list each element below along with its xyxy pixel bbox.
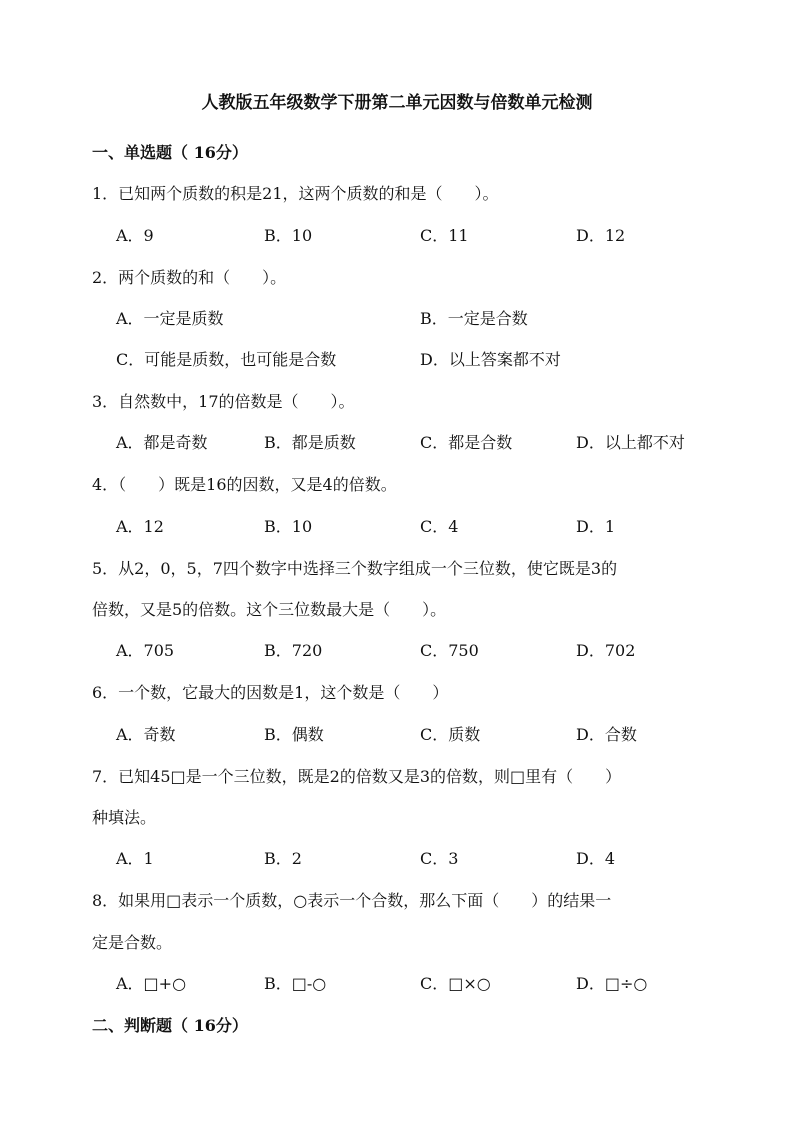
question-4-option-d[interactable]: D．1 — [576, 517, 616, 536]
question-7-option-c[interactable]: C．3 — [420, 849, 459, 868]
question-6-option-c[interactable]: C．质数 — [420, 725, 481, 744]
question-7-text-line-2: 种填法。 — [92, 808, 157, 827]
question-8-option-c[interactable]: C．□×○ — [420, 974, 491, 993]
question-8-option-d[interactable]: D．□÷○ — [576, 974, 648, 993]
question-5-text-line-2: 倍数，又是5的倍数。这个三位数最大是（ ）。 — [92, 600, 447, 619]
question-7-option-b[interactable]: B．2 — [264, 849, 302, 868]
question-1-option-d[interactable]: D．12 — [576, 226, 626, 245]
question-4-option-c[interactable]: C．4 — [420, 517, 459, 536]
question-6-text: 6．一个数，它最大的因数是1，这个数是（ ） — [92, 683, 449, 702]
question-6-option-a[interactable]: A．奇数 — [116, 725, 176, 744]
question-8-option-a[interactable]: A．□+○ — [116, 974, 187, 993]
question-3-option-d[interactable]: D．以上都不对 — [576, 433, 685, 452]
question-8-text-line-2: 定是合数。 — [92, 933, 173, 952]
question-2-option-a[interactable]: A．一定是质数 — [116, 309, 224, 328]
question-5-text-line-1: 5．从2，0，5，7四个数字中选择三个数字组成一个三位数，使它既是3的 — [92, 559, 618, 578]
question-3-text: 3．自然数中，17的倍数是（ ）。 — [92, 392, 355, 411]
question-8-option-b[interactable]: B．□-○ — [264, 974, 327, 993]
question-7-option-d[interactable]: D．4 — [576, 849, 616, 868]
question-2-option-d[interactable]: D．以上答案都不对 — [420, 350, 561, 369]
question-1-option-a[interactable]: A．9 — [116, 226, 154, 245]
question-6-option-b[interactable]: B．偶数 — [264, 725, 324, 744]
question-8-text-line-1: 8．如果用□表示一个质数，○表示一个合数，那么下面（ ）的结果一 — [92, 891, 612, 910]
question-4-option-b[interactable]: B．10 — [264, 517, 313, 536]
question-5-option-b[interactable]: B．720 — [264, 641, 323, 660]
question-1-option-c[interactable]: C．11 — [420, 226, 469, 245]
page-title: 人教版五年级数学下册第二单元因数与倍数单元检测 — [201, 93, 593, 113]
question-4-option-a[interactable]: A．12 — [116, 517, 164, 536]
question-5-option-a[interactable]: A．705 — [116, 641, 175, 660]
question-3-option-a[interactable]: A．都是奇数 — [116, 433, 208, 452]
question-7-option-a[interactable]: A．1 — [116, 849, 154, 868]
question-3-option-b[interactable]: B．都是质数 — [264, 433, 356, 452]
question-2-text: 2．两个质数的和（ ）。 — [92, 268, 287, 287]
question-4-text: 4．（ ）既是16的因数，又是4的倍数。 — [92, 475, 397, 494]
question-7-text-line-1: 7．已知45□是一个三位数，既是2的倍数又是3的倍数，则□里有（ ） — [92, 767, 622, 786]
question-5-option-d[interactable]: D．702 — [576, 641, 636, 660]
section-heading-true-false: 二、判断题（ 16分） — [92, 1016, 248, 1035]
question-3-option-c[interactable]: C．都是合数 — [420, 433, 513, 452]
question-1-text: 1．已知两个质数的积是21，这两个质数的和是（ ）。 — [92, 184, 499, 203]
question-2-option-b[interactable]: B．一定是合数 — [420, 309, 528, 328]
question-1-option-b[interactable]: B．10 — [264, 226, 313, 245]
section-heading-single-choice: 一、单选题（ 16分） — [92, 143, 248, 162]
question-6-option-d[interactable]: D．合数 — [576, 725, 637, 744]
question-5-option-c[interactable]: C．750 — [420, 641, 479, 660]
question-2-option-c[interactable]: C．可能是质数，也可能是合数 — [116, 350, 337, 369]
